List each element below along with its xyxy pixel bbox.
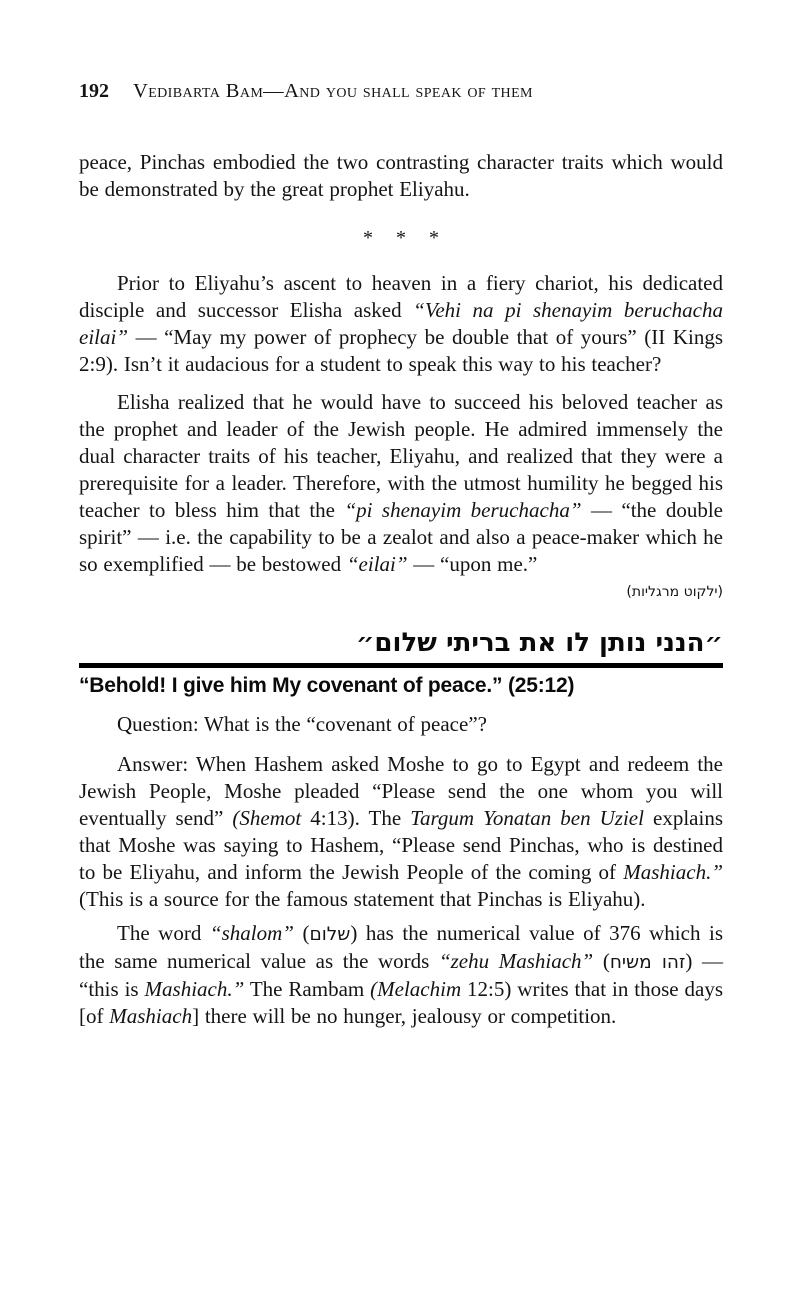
- page-header: [79, 80, 723, 103]
- text-run: The Rambam: [244, 977, 371, 1001]
- verse-translation-heading: “Behold! I give him My covenant of peace.” (25:12): [79, 674, 575, 697]
- text-run: — “May my power of prophecy be double that of yours” (II Kings 2:9). Isn’t it audacious for a student to speak this way to his teacher?: [79, 325, 723, 376]
- hebrew-inline: שלום: [309, 924, 351, 945]
- italic-inline: “zehu Mashiach”: [438, 949, 594, 973]
- answer-paragraph: [79, 751, 723, 913]
- text-run: ) has the numerical value of 376 which is the same numerical value as the words: [79, 921, 723, 973]
- italic-inline: (Shemot: [232, 806, 302, 830]
- text-run: (: [293, 921, 310, 945]
- paragraph-continuation: peace, Pinchas embodied the two contrasting character traits which would be demonstrated by the great prophet Eliyahu.: [79, 150, 723, 201]
- italic-inline: Mashiach.”: [144, 977, 245, 1001]
- text-run: — “the double spirit” — i.e. the capability to be a zealot and also a peace-maker which he so exemplified — be bestowed: [79, 498, 723, 576]
- italic-inline: “Vehi na pi shenayim beruchacha eilai”: [79, 298, 723, 349]
- italic-inline: Mashiach.”: [623, 860, 723, 884]
- text-run: Elisha realized that he would have to succeed his beloved teacher as the prophet and leader of the Jewish people. He admired immensely the dual character traits of his teacher, Eliyahu, and realized that they were a prerequisite for a leader. Therefore, with the utmost humility he begged his teacher to bless him that the: [79, 390, 723, 522]
- hebrew-inline: זהו משיח: [609, 952, 686, 973]
- text-column: [79, 80, 723, 1030]
- text-run: 4:13). The: [301, 806, 411, 830]
- text-run: (This is a source for the famous statement that Pinchas is Eliyahu).: [79, 887, 646, 911]
- text-run: ] there will be no hunger, jealousy or competition.: [192, 1004, 617, 1028]
- source-citation-hebrew: (ילקוט מרגליות): [626, 584, 723, 600]
- italic-inline: (Melachim: [370, 977, 462, 1001]
- italic-inline: Mashiach: [109, 1004, 193, 1028]
- paragraph-elisha-realized: [79, 389, 723, 578]
- heading-rule: [79, 663, 723, 668]
- hebrew-verse-heading: ״הנני נותן לו את בריתי שלום״: [355, 628, 723, 658]
- italic-inline: “shalom”: [209, 921, 294, 945]
- question-paragraph: Question: What is the “covenant of peace”?: [117, 712, 487, 736]
- italic-inline: Targum Yonatan ben Uziel: [410, 806, 644, 830]
- italic-inline: “pi shenayim beruchacha”: [344, 498, 582, 522]
- italic-inline: “eilai”: [346, 552, 408, 576]
- page-number: 192: [79, 80, 109, 102]
- text-run: The word: [117, 921, 210, 945]
- asterisk-separator: * * *: [363, 227, 439, 249]
- gematria-paragraph: [79, 920, 723, 1030]
- running-title: Vedibarta Bam—And you shall speak of them: [133, 80, 533, 102]
- paragraph-prior-to-ascent: [79, 270, 723, 378]
- text-run: ) — “this is: [79, 949, 723, 1001]
- text-run: — “upon me.”: [407, 552, 538, 576]
- text-run: Prior to Eliyahu’s ascent to heaven in a fiery chariot, his dedicated disciple and successor Elisha asked: [79, 271, 723, 322]
- page-body: [79, 149, 723, 1030]
- text-run: explains that Moshe was saying to Hashem, “Please send Pinchas, who is destined to be Eliyahu, and inform the Jewish People of the coming of: [79, 806, 724, 884]
- text-run: Answer: When Hashem asked Moshe to go to Egypt and redeem the Jewish People, Moshe pleaded “Please send the one whom you will eventually send”: [79, 752, 723, 830]
- text-run: (: [593, 949, 610, 973]
- text-run: 12:5) writes that in those days [of: [79, 977, 723, 1028]
